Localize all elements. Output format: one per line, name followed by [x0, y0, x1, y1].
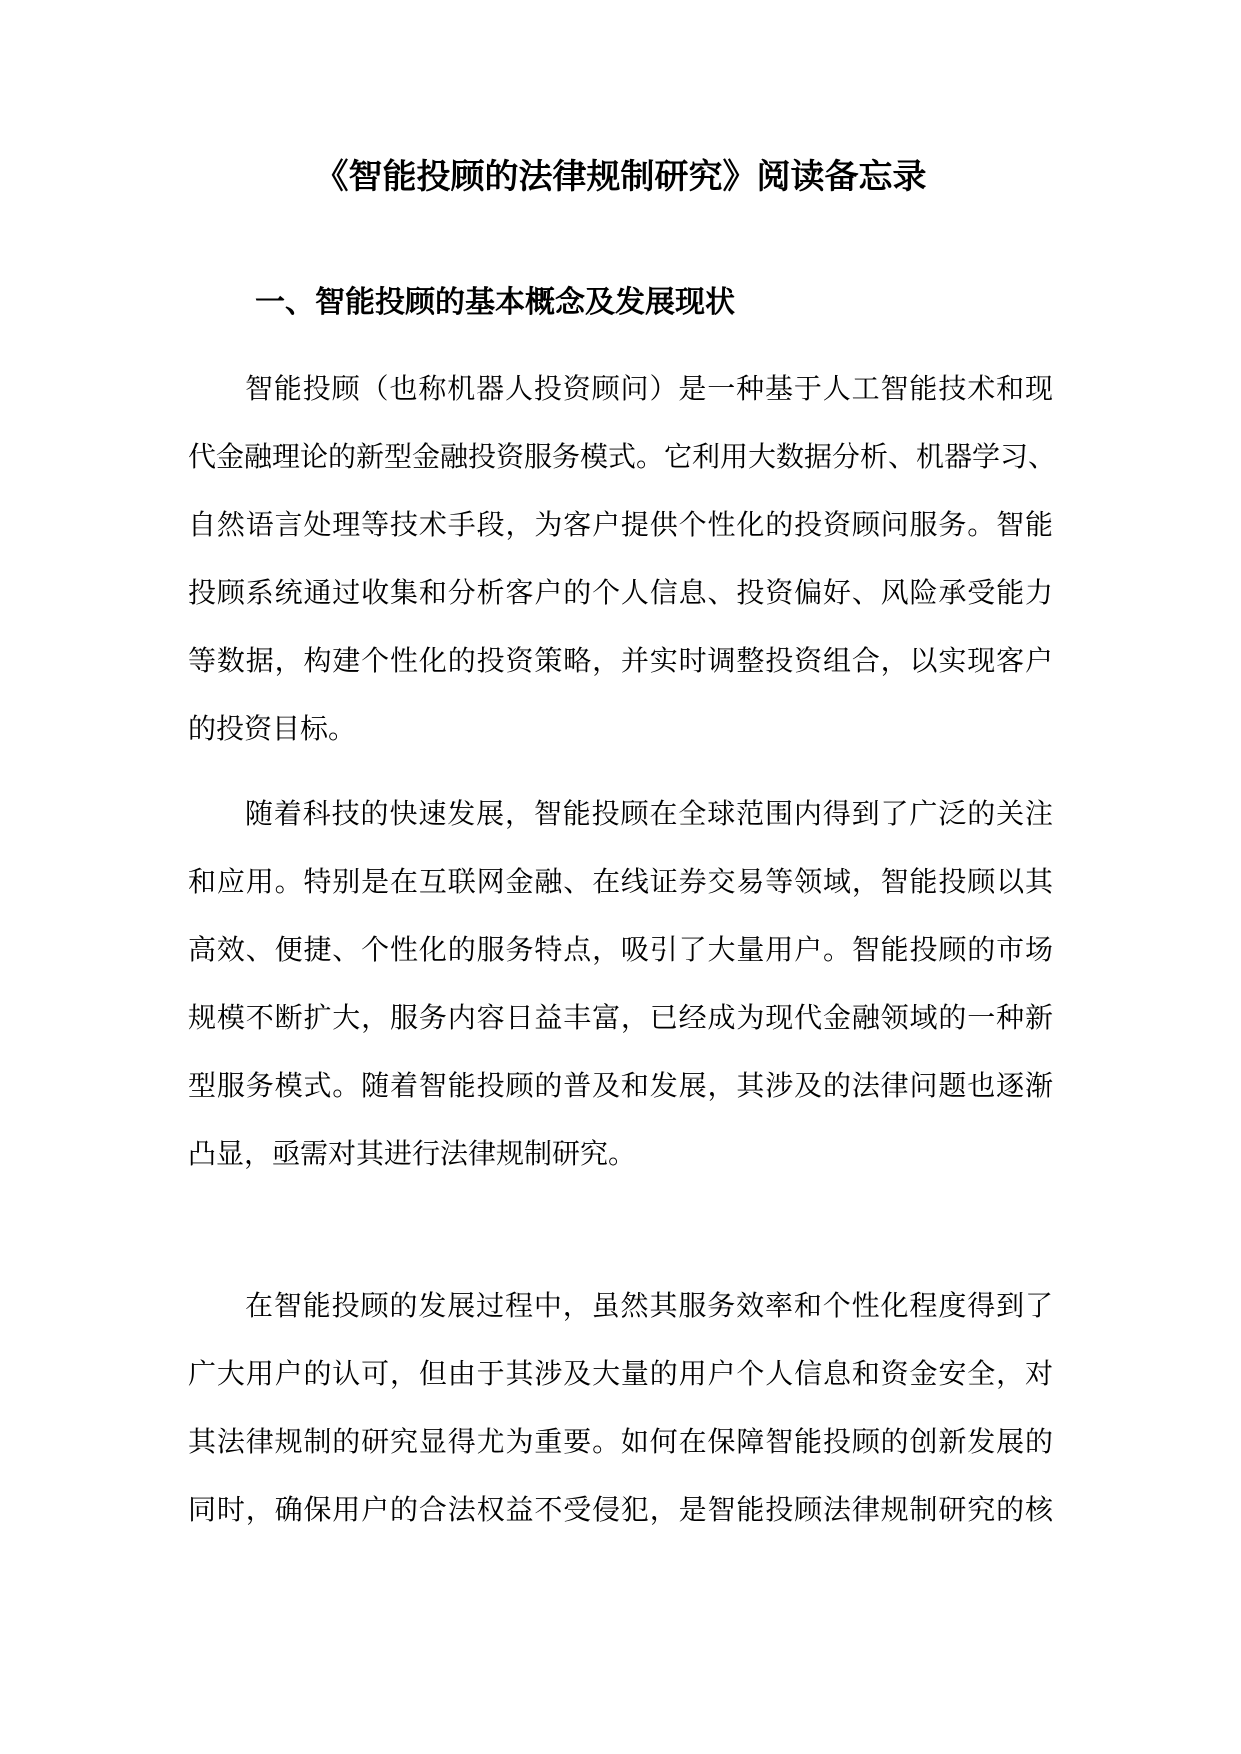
paragraph-development [188, 780, 1053, 1188]
paragraph-line: 其法律规制的研究显得尤为重要。如何在保障智能投顾的创新发展的 [188, 1425, 1053, 1458]
paragraph-line: 高效、便捷、个性化的服务特点，吸引了大量用户。智能投顾的市场 [188, 933, 1053, 966]
paragraph-line: 同时，确保用户的合法权益不受侵犯，是智能投顾法律规制研究的核 [188, 1493, 1053, 1526]
section-heading: 一、智能投顾的基本概念及发展现状 [255, 285, 735, 320]
paragraph-line: 智能投顾（也称机器人投资顾问）是一种基于人工智能技术和现 [245, 372, 1053, 405]
paragraph-line: 自然语言处理等技术手段，为客户提供个性化的投资顾问服务。智能 [188, 508, 1053, 541]
paragraph-regulation [188, 1272, 1053, 1544]
paragraph-line: 规模不断扩大，服务内容日益丰富，已经成为现代金融领域的一种新 [188, 1001, 1053, 1034]
paragraph-line: 等数据，构建个性化的投资策略，并实时调整投资组合，以实现客户 [188, 644, 1053, 677]
paragraph-line: 和应用。特别是在互联网金融、在线证券交易等领域，智能投顾以其 [188, 865, 1053, 898]
paragraph-line: 随着科技的快速发展，智能投顾在全球范围内得到了广泛的关注 [245, 797, 1053, 830]
document-title: 《智能投顾的法律规制研究》阅读备忘录 [314, 157, 927, 197]
paragraph-line: 广大用户的认可，但由于其涉及大量的用户个人信息和资金安全，对 [188, 1357, 1053, 1390]
paragraph-line: 的投资目标。 [188, 712, 357, 745]
paragraph-line: 凸显，亟需对其进行法律规制研究。 [188, 1137, 637, 1170]
paragraph-line: 型服务模式。随着智能投顾的普及和发展，其涉及的法律问题也逐渐 [188, 1069, 1053, 1102]
paragraph-line: 投顾系统通过收集和分析客户的个人信息、投资偏好、风险承受能力 [188, 576, 1053, 609]
paragraph-line: 在智能投顾的发展过程中，虽然其服务效率和个性化程度得到了 [245, 1289, 1053, 1322]
paragraph-concept [188, 355, 1057, 763]
paragraph-line: 代金融理论的新型金融投资服务模式。它利用大数据分析、机器学习、 [188, 440, 1057, 473]
